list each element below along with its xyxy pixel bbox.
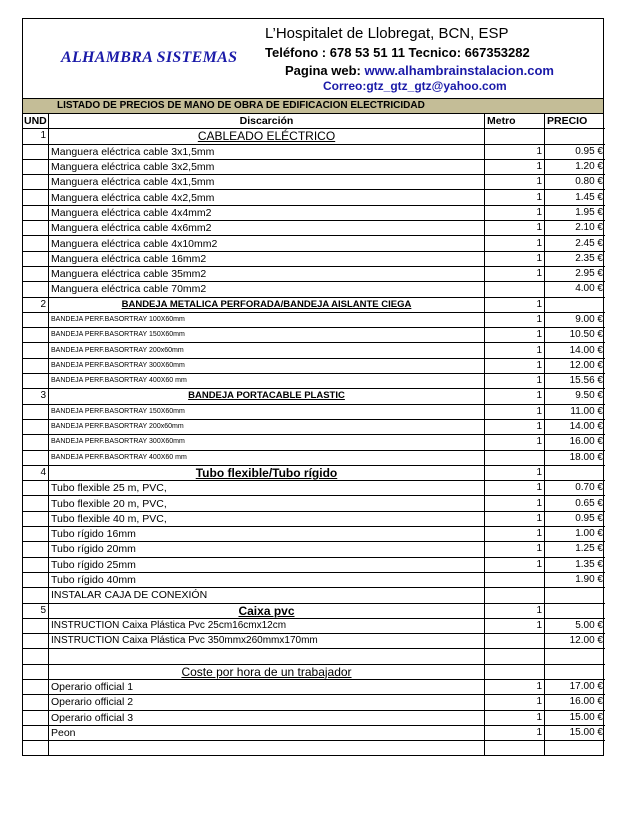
- price-sheet: [22, 18, 604, 756]
- row-metro: 1: [485, 358, 545, 373]
- table-row: [23, 618, 605, 633]
- table-row: [23, 664, 605, 679]
- price-table: [23, 114, 605, 755]
- row-metro: [485, 664, 545, 679]
- row-precio: 17.00 €: [545, 679, 606, 694]
- table-row: [23, 404, 605, 419]
- row-desc: Tubo rígido 40mm: [49, 572, 485, 587]
- table-row: [23, 481, 605, 496]
- row-desc: Manguera eléctrica cable 3x1,5mm: [49, 144, 485, 159]
- row-precio: [545, 649, 606, 664]
- row-precio: 5.00 €: [545, 618, 606, 633]
- row-metro: [485, 741, 545, 756]
- row-und: [23, 741, 49, 756]
- row-precio: 14.00 €: [545, 419, 606, 434]
- row-desc: Tubo rígido 25mm: [49, 557, 485, 572]
- row-metro: [485, 282, 545, 297]
- row-desc: Manguera eléctrica cable 16mm2: [49, 251, 485, 266]
- row-metro: 1: [485, 557, 545, 572]
- table-row: [23, 205, 605, 220]
- table-row: [23, 741, 605, 756]
- row-metro: 1: [485, 374, 545, 389]
- row-desc: Manguera eléctrica cable 3x2,5mm: [49, 159, 485, 174]
- row-metro: [485, 129, 545, 144]
- row-metro: 1: [485, 603, 545, 618]
- table-row: [23, 236, 605, 251]
- table-row: [23, 634, 605, 649]
- row-desc: Manguera eléctrica cable 70mm2: [49, 282, 485, 297]
- row-metro: 1: [485, 465, 545, 480]
- table-row: [23, 710, 605, 725]
- row-desc: CABLEADO ELÉCTRICO: [49, 129, 485, 144]
- row-precio: 10.50 €: [545, 328, 606, 343]
- row-metro: 1: [485, 175, 545, 190]
- row-precio: 1.00 €: [545, 527, 606, 542]
- table-row: [23, 343, 605, 358]
- email-line[interactable]: Correo:gtz_gtz_gtz@yahoo.com: [323, 79, 507, 93]
- row-desc: [49, 741, 485, 756]
- row-precio: 0.70 €: [545, 481, 606, 496]
- row-precio: 0.80 €: [545, 175, 606, 190]
- row-desc: Coste por hora de un trabajador: [49, 664, 485, 679]
- table-row: [23, 511, 605, 526]
- row-desc: Manguera eléctrica cable 4x2,5mm: [49, 190, 485, 205]
- row-desc: Peon: [49, 725, 485, 740]
- table-row: [23, 190, 605, 205]
- row-und: [23, 572, 49, 587]
- table-row: [23, 221, 605, 236]
- row-und: 4: [23, 465, 49, 480]
- row-und: [23, 725, 49, 740]
- row-precio: 1.95 €: [545, 205, 606, 220]
- row-desc: Caixa pvc: [49, 603, 485, 618]
- row-metro: 1: [485, 159, 545, 174]
- row-metro: 1: [485, 725, 545, 740]
- row-precio: 2.95 €: [545, 266, 606, 281]
- row-metro: 1: [485, 404, 545, 419]
- row-metro: 1: [485, 144, 545, 159]
- table-row: [23, 450, 605, 465]
- row-metro: [485, 649, 545, 664]
- row-precio: [545, 297, 606, 312]
- row-und: [23, 236, 49, 251]
- row-desc: BANDEJA PERF.BASORTRAY 300X60mm: [49, 358, 485, 373]
- table-row: [23, 374, 605, 389]
- web-line: [285, 63, 554, 78]
- row-metro: 1: [485, 710, 545, 725]
- row-desc: Manguera eléctrica cable 4x6mm2: [49, 221, 485, 236]
- row-und: [23, 710, 49, 725]
- phone-line: Teléfono : 678 53 51 11 Tecnico: 667353282: [265, 45, 530, 60]
- row-precio: 1.35 €: [545, 557, 606, 572]
- table-row: [23, 435, 605, 450]
- table-row: [23, 419, 605, 434]
- row-und: [23, 404, 49, 419]
- row-metro: 1: [485, 511, 545, 526]
- row-und: 5: [23, 603, 49, 618]
- table-row: [23, 266, 605, 281]
- table-row: [23, 328, 605, 343]
- row-desc: Manguera eléctrica cable 35mm2: [49, 266, 485, 281]
- web-url[interactable]: www.alhambrainstalacion.com: [364, 63, 554, 78]
- row-und: [23, 159, 49, 174]
- row-precio: [545, 129, 606, 144]
- row-metro: 1: [485, 266, 545, 281]
- row-und: [23, 343, 49, 358]
- row-metro: [485, 588, 545, 603]
- row-precio: 9.00 €: [545, 312, 606, 327]
- row-desc: Tubo rígido 20mm: [49, 542, 485, 557]
- row-metro: 1: [485, 221, 545, 236]
- row-und: 2: [23, 297, 49, 312]
- row-metro: 1: [485, 496, 545, 511]
- row-und: [23, 312, 49, 327]
- row-desc: BANDEJA PERF.BASORTRAY 200x60mm: [49, 419, 485, 434]
- row-metro: 1: [485, 205, 545, 220]
- row-precio: 16.00 €: [545, 435, 606, 450]
- row-und: [23, 175, 49, 190]
- row-desc: BANDEJA PERF.BASORTRAY 300X60mm: [49, 435, 485, 450]
- row-metro: 1: [485, 679, 545, 694]
- row-desc: Manguera eléctrica cable 4x10mm2: [49, 236, 485, 251]
- table-row: [23, 129, 605, 144]
- row-precio: 11.00 €: [545, 404, 606, 419]
- row-precio: 1.20 €: [545, 159, 606, 174]
- row-metro: 1: [485, 297, 545, 312]
- row-precio: 9.50 €: [545, 389, 606, 404]
- row-desc: Tubo flexible 20 m, PVC,: [49, 496, 485, 511]
- row-desc: Manguera eléctrica cable 4x4mm2: [49, 205, 485, 220]
- row-desc: Operario official 1: [49, 679, 485, 694]
- row-desc: Operario official 3: [49, 710, 485, 725]
- row-metro: [485, 572, 545, 587]
- row-precio: 1.45 €: [545, 190, 606, 205]
- row-und: [23, 618, 49, 633]
- row-desc: BANDEJA PERF.BASORTRAY 200x60mm: [49, 343, 485, 358]
- row-desc: Tubo flexible 25 m, PVC,: [49, 481, 485, 496]
- row-und: [23, 358, 49, 373]
- row-metro: 1: [485, 618, 545, 633]
- row-desc: BANDEJA PERF.BASORTRAY 100X60mm: [49, 312, 485, 327]
- row-und: [23, 435, 49, 450]
- row-desc: INSTRUCTION Caixa Plástica Pvc 350mmx260mmx170mm: [49, 634, 485, 649]
- table-row: [23, 588, 605, 603]
- row-desc: BANDEJA PERF.BASORTRAY 150X60mm: [49, 404, 485, 419]
- table-row: [23, 557, 605, 572]
- row-precio: 15.00 €: [545, 710, 606, 725]
- row-metro: 1: [485, 435, 545, 450]
- row-und: [23, 374, 49, 389]
- row-und: 3: [23, 389, 49, 404]
- row-precio: [545, 588, 606, 603]
- table-row: [23, 465, 605, 480]
- company-location: L’Hospitalet de Llobregat, BCN, ESP: [265, 25, 509, 42]
- row-metro: 1: [485, 389, 545, 404]
- table-row: [23, 695, 605, 710]
- row-und: [23, 481, 49, 496]
- row-und: [23, 144, 49, 159]
- row-und: [23, 251, 49, 266]
- row-metro: 1: [485, 542, 545, 557]
- row-precio: 18.00 €: [545, 450, 606, 465]
- col-desc: Discarción: [49, 114, 485, 129]
- table-row: [23, 389, 605, 404]
- row-desc: Tubo rígido 16mm: [49, 527, 485, 542]
- table-row: [23, 251, 605, 266]
- row-precio: 12.00 €: [545, 358, 606, 373]
- column-header-row: [23, 114, 605, 129]
- table-row: [23, 725, 605, 740]
- row-und: [23, 695, 49, 710]
- col-und: UND: [24, 115, 47, 128]
- row-precio: 16.00 €: [545, 695, 606, 710]
- row-precio: [545, 741, 606, 756]
- row-metro: 1: [485, 236, 545, 251]
- row-und: [23, 557, 49, 572]
- row-und: [23, 588, 49, 603]
- row-precio: 4.00 €: [545, 282, 606, 297]
- row-metro: 1: [485, 190, 545, 205]
- row-precio: 0.95 €: [545, 511, 606, 526]
- row-metro: [485, 450, 545, 465]
- row-precio: 15.56 €: [545, 374, 606, 389]
- row-desc: BANDEJA PORTACABLE PLASTIC: [49, 389, 485, 404]
- row-desc: BANDEJA PERF.BASORTRAY 400X60 mm: [49, 374, 485, 389]
- row-desc: BANDEJA PERF.BASORTRAY 150X60mm: [49, 328, 485, 343]
- row-precio: 2.10 €: [545, 221, 606, 236]
- row-und: [23, 450, 49, 465]
- row-desc: INSTRUCTION Caixa Plástica Pvc 25cm16cmx12cm: [49, 618, 485, 633]
- table-row: [23, 496, 605, 511]
- row-und: [23, 664, 49, 679]
- table-row: [23, 175, 605, 190]
- row-und: [23, 221, 49, 236]
- col-metro: Metro: [485, 114, 545, 129]
- row-precio: 15.00 €: [545, 725, 606, 740]
- table-row: [23, 603, 605, 618]
- row-und: [23, 205, 49, 220]
- row-metro: 1: [485, 695, 545, 710]
- row-metro: 1: [485, 481, 545, 496]
- list-title: LISTADO DE PRECIOS DE MANO DE OBRA DE EDIFICACION ELECTRICIDAD: [23, 99, 603, 114]
- row-desc: Manguera eléctrica cable 4x1,5mm: [49, 175, 485, 190]
- row-desc: [49, 649, 485, 664]
- row-und: [23, 190, 49, 205]
- table-row: [23, 144, 605, 159]
- letterhead: [23, 19, 603, 99]
- row-desc: BANDEJA PERF.BASORTRAY 400X60 mm: [49, 450, 485, 465]
- row-precio: 0.65 €: [545, 496, 606, 511]
- row-metro: 1: [485, 527, 545, 542]
- table-row: [23, 572, 605, 587]
- table-row: [23, 527, 605, 542]
- row-precio: 1.25 €: [545, 542, 606, 557]
- row-und: [23, 649, 49, 664]
- table-row: [23, 297, 605, 312]
- row-precio: 0.95 €: [545, 144, 606, 159]
- table-row: [23, 159, 605, 174]
- row-und: 1: [23, 129, 49, 144]
- row-und: [23, 496, 49, 511]
- row-precio: 2.35 €: [545, 251, 606, 266]
- row-desc: Operario official 2: [49, 695, 485, 710]
- row-desc: Tubo flexible 40 m, PVC,: [49, 511, 485, 526]
- row-metro: 1: [485, 312, 545, 327]
- row-desc: INSTALAR CAJA DE CONEXIÓN: [49, 588, 485, 603]
- row-und: [23, 266, 49, 281]
- row-und: [23, 527, 49, 542]
- row-und: [23, 542, 49, 557]
- row-precio: 2.45 €: [545, 236, 606, 251]
- row-precio: 14.00 €: [545, 343, 606, 358]
- col-precio: PRECIO: [545, 114, 606, 129]
- row-und: [23, 282, 49, 297]
- table-row: [23, 282, 605, 297]
- row-desc: Tubo flexible/Tubo rígido: [49, 465, 485, 480]
- company-name: ALHAMBRA SISTEMAS: [61, 49, 238, 66]
- row-precio: [545, 664, 606, 679]
- row-metro: 1: [485, 419, 545, 434]
- row-desc: BANDEJA METALICA PERFORADA/BANDEJA AISLANTE CIEGA: [49, 297, 485, 312]
- row-metro: 1: [485, 251, 545, 266]
- row-und: [23, 679, 49, 694]
- row-und: [23, 634, 49, 649]
- row-precio: 12.00 €: [545, 634, 606, 649]
- table-row: [23, 649, 605, 664]
- web-label: Pagina web:: [285, 63, 365, 78]
- row-und: [23, 511, 49, 526]
- price-rows: [23, 129, 605, 756]
- row-metro: 1: [485, 343, 545, 358]
- row-und: [23, 328, 49, 343]
- table-row: [23, 312, 605, 327]
- table-row: [23, 358, 605, 373]
- table-row: [23, 542, 605, 557]
- table-row: [23, 679, 605, 694]
- row-precio: [545, 603, 606, 618]
- row-precio: 1.90 €: [545, 572, 606, 587]
- row-metro: [485, 634, 545, 649]
- row-precio: [545, 465, 606, 480]
- row-und: [23, 419, 49, 434]
- row-metro: 1: [485, 328, 545, 343]
